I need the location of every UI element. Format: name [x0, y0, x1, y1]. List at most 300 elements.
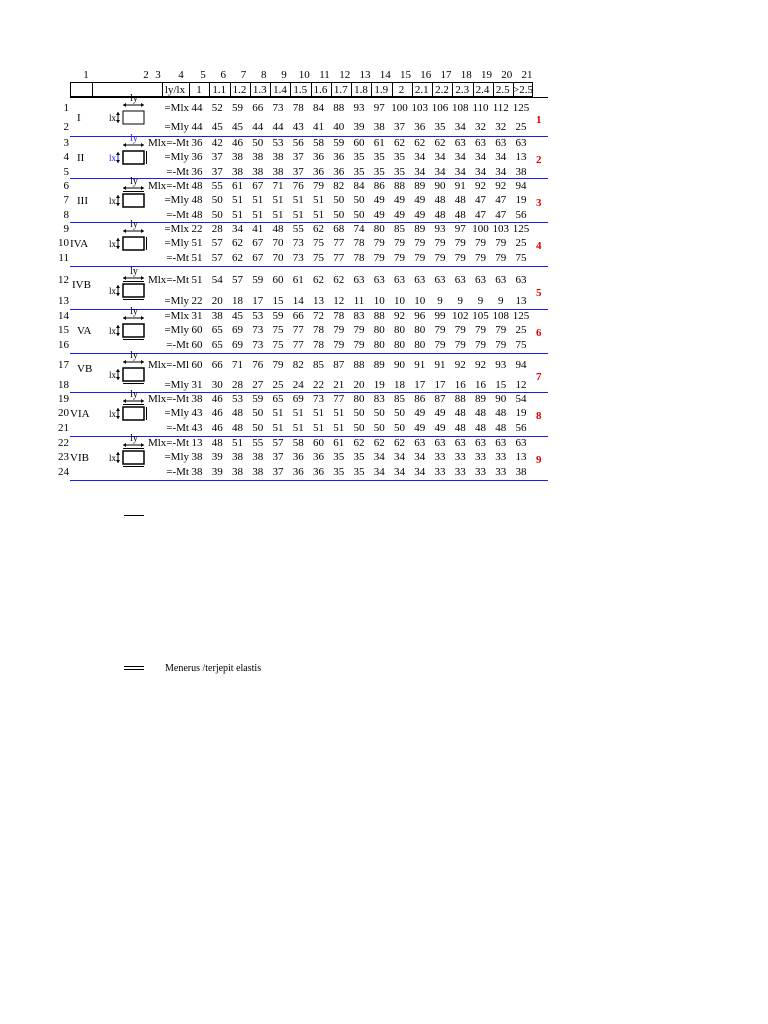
coefficient-value: 90: [434, 180, 446, 192]
coefficient-value: 66: [211, 359, 223, 371]
coefficient-value: 33: [475, 466, 486, 478]
coefficient-value: 49: [373, 194, 385, 206]
coefficient-value: 51: [272, 422, 284, 434]
coefficient-value: 38: [191, 451, 203, 463]
coefficient-value: 39: [211, 451, 223, 463]
coefficient-value: 88: [454, 393, 466, 405]
coefficient-value: 80: [394, 324, 405, 336]
coefficient-value: 51: [313, 407, 324, 419]
coefficient-value: 50: [373, 407, 385, 419]
coefficient-value: 79: [353, 324, 365, 336]
coefficient-value: 51: [272, 194, 284, 206]
coefficient-value: 47: [475, 194, 486, 206]
moment-label: =-Mt: [166, 339, 189, 351]
coefficient-value: 22: [313, 379, 324, 391]
coefficient-value: 79: [272, 359, 284, 371]
coefficient-value: 70: [272, 252, 284, 264]
row-number: 24: [58, 466, 69, 478]
coefficient-value: 89: [414, 180, 426, 192]
coefficient-value: 79: [394, 252, 405, 264]
coefficient-value: 45: [232, 310, 243, 322]
column-number: 5: [200, 69, 206, 81]
svg-text:lx: lx: [109, 408, 117, 419]
coefficient-value: 37: [272, 451, 284, 463]
coefficient-value: 59: [252, 274, 264, 286]
column-number: 11: [319, 69, 330, 81]
coefficient-value: 49: [414, 407, 426, 419]
coefficient-value: 34: [475, 166, 486, 178]
coefficient-value: 36: [191, 166, 203, 178]
group-number: 6: [536, 326, 542, 339]
coefficient-value: 86: [373, 180, 385, 192]
coefficient-value: 93: [495, 359, 507, 371]
coefficient-value: 33: [495, 451, 507, 463]
coefficient-value: 61: [333, 437, 345, 449]
coefficient-value: 35: [353, 466, 365, 478]
coefficient-value: 50: [394, 407, 405, 419]
coefficient-value: 55: [292, 223, 304, 235]
coefficient-value: 60: [191, 324, 203, 336]
coefficient-value: 75: [515, 339, 527, 351]
coefficient-value: 73: [313, 393, 324, 405]
coefficient-value: 92: [394, 310, 405, 322]
coefficient-value: 50: [252, 407, 264, 419]
column-number: 10: [298, 69, 310, 81]
coefficient-value: 35: [394, 151, 405, 163]
coefficient-value: 89: [475, 393, 486, 405]
coefficient-value: 38: [272, 166, 284, 178]
coefficient-value: 71: [232, 359, 243, 371]
group-divider: [70, 480, 548, 481]
coefficient-value: 63: [475, 137, 486, 149]
coefficient-value: 65: [272, 393, 284, 405]
coefficient-value: 110: [472, 102, 489, 114]
svg-text:lx: lx: [109, 285, 117, 296]
coefficient-value: 51: [292, 407, 304, 419]
coefficient-value: 49: [394, 194, 405, 206]
coefficient-value: 47: [475, 209, 486, 221]
coefficient-value: 60: [191, 359, 203, 371]
ratio-value: 1: [196, 84, 202, 96]
coefficient-value: 77: [333, 237, 345, 249]
coefficient-value: 38: [252, 166, 264, 178]
moment-label: =-Mt: [166, 466, 189, 478]
coefficient-value: 25: [515, 324, 527, 336]
coefficient-value: 58: [313, 137, 324, 149]
ratio-value: 2.4: [475, 84, 490, 96]
coefficient-value: 38: [232, 151, 243, 163]
coefficient-value: 56: [515, 209, 527, 221]
coefficient-value: 67: [252, 180, 264, 192]
row-number: 8: [63, 209, 69, 221]
coefficient-value: 13: [515, 295, 527, 307]
ratio-value: 1.6: [313, 84, 328, 96]
coefficient-value: 14: [292, 295, 304, 307]
slab-support-icon: [106, 265, 150, 301]
coefficient-value: 62: [394, 137, 405, 149]
column-number: 16: [420, 69, 432, 81]
coefficient-value: 50: [252, 137, 264, 149]
coefficient-value: 80: [373, 223, 385, 235]
coefficient-value: 36: [313, 466, 324, 478]
row-number: 14: [58, 310, 69, 322]
coefficient-value: 79: [475, 324, 486, 336]
coefficient-value: 125: [512, 223, 530, 235]
column-number: 7: [240, 69, 247, 81]
svg-text:lx: lx: [109, 452, 117, 463]
coefficient-value: 22: [191, 295, 203, 307]
svg-text:lx: lx: [109, 325, 117, 336]
slab-support-icon: [106, 132, 150, 168]
coefficient-value: 80: [414, 324, 426, 336]
group-number: 4: [536, 239, 542, 252]
coefficient-value: 94: [515, 180, 527, 192]
slab-support-icon: [106, 388, 150, 424]
coefficient-value: 51: [252, 194, 264, 206]
coefficient-value: 10: [394, 295, 405, 307]
coefficient-value: 50: [211, 194, 223, 206]
coefficient-value: 63: [495, 274, 507, 286]
coefficient-value: 99: [434, 310, 446, 322]
coefficient-value: 91: [434, 359, 446, 371]
column-number: 18: [460, 69, 472, 81]
coefficient-value: 51: [333, 422, 345, 434]
ratio-value: 1.1: [212, 84, 227, 96]
ratio-value: 2: [398, 84, 405, 96]
coefficient-value: 70: [272, 237, 284, 249]
coefficient-value: 50: [252, 422, 264, 434]
moment-label: =Mly: [164, 237, 189, 249]
group-number: 7: [536, 371, 542, 383]
coefficient-value: 63: [475, 274, 486, 286]
coefficient-value: 13: [515, 151, 527, 163]
coefficient-value: 24: [292, 379, 304, 391]
coefficient-value: 38: [515, 466, 527, 478]
coefficient-value: 56: [292, 137, 304, 149]
coefficient-value: 38: [232, 466, 243, 478]
row-number: 4: [63, 151, 69, 163]
coefficient-value: 79: [475, 237, 486, 249]
coefficient-value: 79: [495, 252, 507, 264]
coefficient-value: 93: [353, 102, 365, 114]
ratio-value: 2.2: [435, 84, 449, 96]
coefficient-value: 56: [515, 422, 527, 434]
coefficient-value: 78: [313, 339, 324, 351]
coefficient-value: 94: [515, 359, 527, 371]
column-number: 20: [501, 69, 513, 81]
coefficient-value: 73: [252, 339, 264, 351]
coefficient-value: 62: [353, 437, 365, 449]
coefficient-value: 36: [313, 451, 324, 463]
coefficient-value: 69: [232, 324, 243, 336]
coefficient-value: 53: [272, 137, 284, 149]
coefficient-value: 48: [191, 180, 203, 192]
coefficient-value: 65: [211, 339, 223, 351]
moment-label: Mlx=-Mt: [147, 274, 189, 286]
coefficient-value: 44: [252, 121, 264, 133]
slab-support-icon: [106, 92, 150, 128]
group-number: 1: [536, 113, 542, 126]
coefficient-value: 33: [434, 466, 446, 478]
coefficient-value: 79: [394, 237, 405, 249]
coefficient-value: 75: [313, 252, 324, 264]
coefficient-value: 34: [454, 166, 466, 178]
coefficient-value: 34: [495, 166, 507, 178]
coefficient-value: 34: [394, 466, 405, 478]
ly-label: ly: [130, 132, 138, 144]
coefficient-value: 36: [191, 151, 203, 163]
coefficient-value: 48: [232, 422, 243, 434]
coefficient-value: 35: [333, 451, 345, 463]
coefficient-value: 35: [333, 466, 345, 478]
coefficient-value: 75: [272, 339, 284, 351]
coefficient-value: 89: [373, 359, 385, 371]
moment-label: =Mly: [164, 379, 189, 391]
coefficient-value: 73: [292, 237, 304, 249]
coefficient-value: 60: [191, 339, 203, 351]
coefficient-value: 49: [414, 422, 426, 434]
coefficient-value: 33: [454, 451, 466, 463]
coefficient-value: 84: [313, 102, 324, 114]
ratio-value: 1.7: [333, 84, 348, 96]
coefficient-value: 79: [454, 252, 466, 264]
coefficient-value: 72: [313, 310, 324, 322]
coefficient-value: 36: [333, 151, 345, 163]
coefficient-value: 48: [191, 209, 203, 221]
coefficient-value: 77: [333, 393, 345, 405]
coefficient-value: 20: [353, 379, 365, 391]
row-number: 2: [63, 121, 69, 133]
coefficient-value: 50: [333, 209, 345, 221]
coefficient-value: 49: [394, 209, 405, 221]
coefficient-value: 50: [353, 209, 365, 221]
coefficient-value: 79: [414, 252, 426, 264]
coefficient-value: 19: [515, 194, 527, 206]
coefficient-value: 36: [333, 166, 345, 178]
ratio-value: 2.5: [495, 84, 510, 96]
coefficient-value: 31: [191, 379, 203, 391]
coefficient-value: 34: [414, 151, 426, 163]
coefficient-value: 49: [434, 422, 446, 434]
coefficient-value: 46: [232, 137, 243, 149]
coefficient-value: 78: [313, 324, 324, 336]
ly-label: ly: [130, 265, 138, 277]
coefficient-value: 12: [515, 379, 527, 391]
ly-label: ly: [130, 92, 138, 104]
coefficient-value: 63: [434, 437, 446, 449]
coefficient-value: 34: [454, 121, 466, 133]
coefficient-value: 25: [272, 379, 284, 391]
ratio-value: 2.1: [414, 84, 429, 96]
coefficient-value: 35: [434, 121, 446, 133]
coefficient-value: 67: [252, 252, 264, 264]
svg-text:lx: lx: [109, 112, 117, 123]
column-number: 9: [281, 69, 287, 81]
coefficient-value: 37: [394, 121, 405, 133]
coefficient-value: 50: [394, 422, 405, 434]
coefficient-value: 16: [475, 379, 486, 391]
coefficient-value: 48: [434, 209, 446, 221]
coefficient-value: 33: [434, 451, 446, 463]
moment-label: =Mly: [164, 407, 189, 419]
coefficient-value: 79: [454, 237, 466, 249]
coefficient-value: 90: [495, 393, 507, 405]
ratio-header-label: ly/lx: [164, 84, 186, 96]
coefficient-value: 48: [434, 194, 446, 206]
coefficient-value: 79: [454, 324, 466, 336]
ratio-value: 1.8: [354, 84, 368, 96]
coefficient-value: 54: [515, 393, 527, 405]
coefficient-value: 33: [475, 451, 486, 463]
coefficient-value: 63: [434, 274, 446, 286]
coefficient-value: 87: [434, 393, 446, 405]
coefficient-value: 40: [333, 121, 345, 133]
coefficient-value: 78: [353, 252, 365, 264]
moment-label: =Mly: [164, 295, 189, 307]
coefficient-value: 48: [454, 422, 466, 434]
coefficient-value: 28: [232, 379, 243, 391]
coefficient-value: 47: [495, 209, 507, 221]
coefficient-value: 33: [495, 466, 507, 478]
coefficient-value: 36: [292, 466, 304, 478]
coefficient-value: 62: [313, 223, 324, 235]
coefficient-value: 80: [394, 339, 405, 351]
moment-label: =Mlx: [164, 102, 189, 114]
coefficient-value: 59: [272, 310, 284, 322]
coefficient-value: 46: [211, 407, 223, 419]
column-number: 6: [220, 69, 226, 81]
coefficient-value: 13: [313, 295, 324, 307]
moment-label: =Mlx: [164, 310, 189, 322]
ly-label: ly: [130, 388, 138, 400]
coefficient-value: 34: [394, 451, 405, 463]
coefficient-value: 48: [232, 407, 243, 419]
coefficient-value: 48: [272, 223, 284, 235]
coefficient-value: 38: [272, 151, 284, 163]
coefficient-value: 51: [191, 237, 203, 249]
coefficient-value: 25: [515, 121, 527, 133]
coefficient-value: 82: [292, 359, 304, 371]
coefficient-value: 63: [495, 437, 507, 449]
coefficient-value: 48: [495, 422, 507, 434]
coefficient-value: 125: [512, 102, 530, 114]
coefficient-value: 50: [353, 422, 365, 434]
moment-label: =Mly: [164, 151, 189, 163]
column-number: 15: [400, 69, 411, 81]
coefficient-value: 9: [437, 295, 443, 307]
coefficient-value: 92: [475, 180, 486, 192]
coefficient-value: 18: [232, 295, 243, 307]
coefficient-value: 22: [191, 223, 203, 235]
coefficient-value: 17: [434, 379, 446, 391]
coefficient-value: 58: [292, 437, 304, 449]
coefficient-value: 34: [454, 151, 466, 163]
coefficient-value: 79: [353, 339, 365, 351]
coefficient-value: 79: [333, 324, 345, 336]
coefficient-value: 54: [211, 274, 223, 286]
coefficient-value: 27: [252, 379, 264, 391]
coefficient-value: 36: [313, 166, 324, 178]
coefficient-value: 34: [414, 166, 426, 178]
coefficient-value: 92: [495, 180, 507, 192]
ly-label: ly: [130, 218, 138, 230]
coefficient-value: 51: [313, 422, 324, 434]
coefficient-value: 50: [211, 209, 223, 221]
slab-support-icon: [106, 218, 150, 254]
coefficient-value: 55: [211, 180, 223, 192]
coefficient-value: 97: [373, 102, 385, 114]
coefficient-value: 48: [211, 437, 223, 449]
legend-continuous-label: Menerus /terjepit elastis: [165, 663, 262, 674]
coefficient-value: 32: [475, 121, 486, 133]
moment-label: =Mly: [164, 451, 189, 463]
coefficient-value: 75: [313, 237, 324, 249]
coefficient-value: 100: [391, 102, 408, 114]
coefficient-value: 35: [394, 166, 405, 178]
coefficient-value: 79: [333, 339, 345, 351]
coefficient-value: 59: [232, 102, 243, 114]
coefficient-value: 79: [475, 339, 486, 351]
row-number: 10: [58, 237, 69, 249]
coefficient-value: 69: [232, 339, 243, 351]
coefficient-value: 79: [495, 324, 507, 336]
row-number: 12: [58, 274, 69, 286]
coefficient-value: 61: [232, 180, 243, 192]
coefficient-value: 78: [292, 102, 304, 114]
row-number: 21: [58, 422, 69, 434]
coefficient-value: 63: [454, 437, 466, 449]
coefficient-value: 38: [252, 451, 264, 463]
coefficient-value: 84: [353, 180, 365, 192]
coefficient-value: 51: [292, 209, 304, 221]
coefficient-value: 36: [191, 137, 203, 149]
coefficient-value: 103: [492, 223, 509, 235]
coefficient-value: 35: [353, 451, 365, 463]
coefficient-value: 51: [232, 194, 243, 206]
coefficient-value: 79: [454, 339, 466, 351]
coefficient-value: 46: [211, 393, 223, 405]
coefficient-value: 79: [434, 237, 446, 249]
row-number: 23: [58, 451, 69, 463]
coefficient-value: 60: [313, 437, 324, 449]
coefficient-value: 66: [252, 102, 264, 114]
coefficient-value: 38: [191, 466, 203, 478]
coefficient-value: 57: [232, 274, 243, 286]
coefficient-value: 48: [454, 209, 466, 221]
ly-label: ly: [130, 175, 138, 187]
coefficient-value: 83: [373, 393, 385, 405]
coefficient-value: 62: [232, 252, 243, 264]
coefficient-value: 63: [353, 274, 365, 286]
coefficient-value: 21: [333, 379, 345, 391]
coefficient-value: 43: [191, 422, 203, 434]
coefficient-value: 51: [252, 209, 264, 221]
coefficient-value: 60: [272, 274, 284, 286]
coefficient-value: 68: [333, 223, 345, 235]
coefficient-value: 79: [495, 339, 507, 351]
coefficient-value: 87: [333, 359, 345, 371]
ratio-value: 2.3: [455, 84, 470, 96]
legend-simple-line: [124, 515, 144, 516]
slab-support-icon: [106, 432, 150, 468]
moment-label: Mlx=-Mt: [147, 393, 189, 405]
row-number: 18: [58, 379, 69, 391]
coefficient-value: 32: [495, 121, 507, 133]
coefficient-value: 100: [472, 223, 489, 235]
coefficient-value: 63: [373, 274, 385, 286]
coefficient-value: 28: [211, 223, 223, 235]
slab-type-label: IVA: [70, 237, 89, 250]
